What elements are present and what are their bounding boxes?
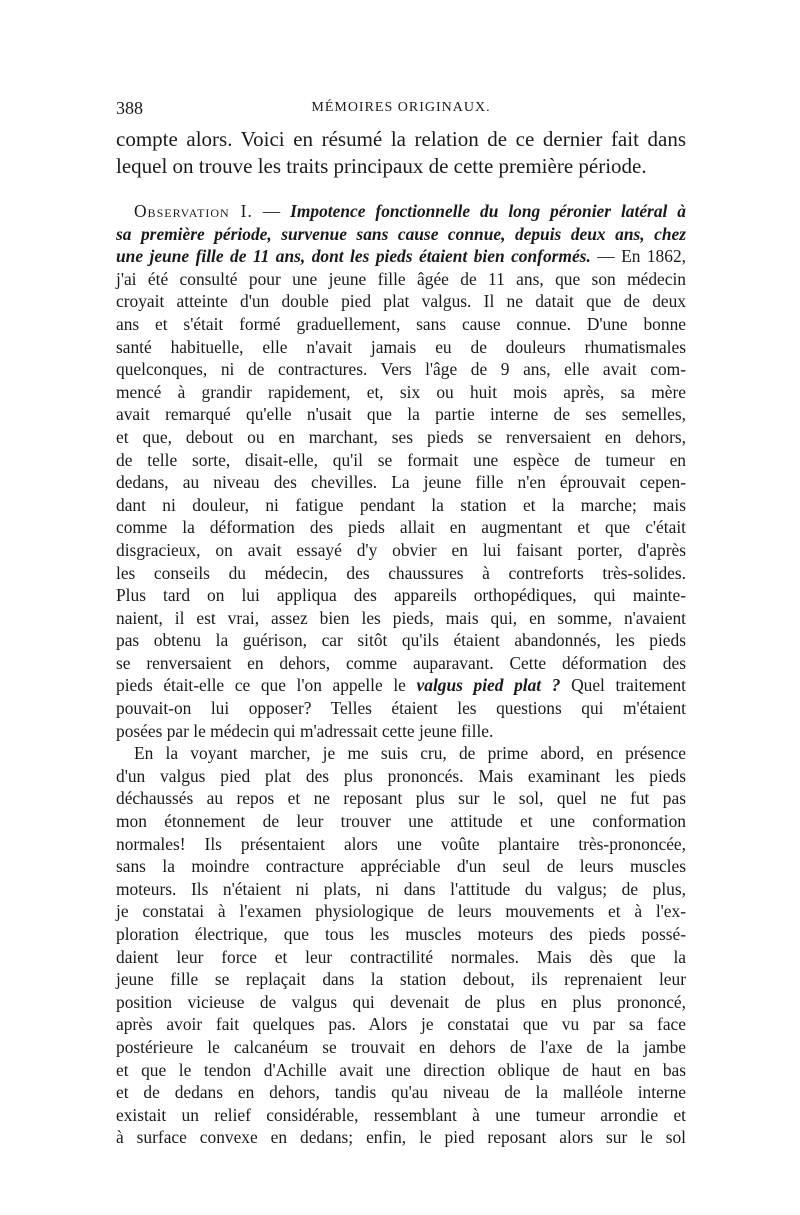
page-number: 388 <box>116 98 143 118</box>
text-line: moteurs. Ils n'étaient ni plats, ni dans l'attitude du valgus; de plus, <box>116 878 686 899</box>
text-line: et que, debout ou en marchant, ses pieds se renversaient en dehors, <box>116 426 686 447</box>
text-line: j'ai été consulté pour une jeune fille âgée de 11 ans, que son médecin <box>116 268 686 289</box>
text-line: Plus tard on lui appliqua des appareils orthopédiques, qui mainte- <box>116 585 686 606</box>
text-line: quelconques, ni de contractures. Vers l'âge de 9 ans, elle avait com- <box>116 359 686 380</box>
text-line: posées par le médecin qui m'adressait cette jeune fille. <box>116 720 494 741</box>
observation-date: — En 1862, <box>590 246 686 267</box>
observation-section <box>116 200 686 1149</box>
text-line: après avoir fait quelques pas. Alors je constatai que vu par sa face <box>116 1014 686 1035</box>
page <box>116 92 686 1149</box>
text-line: En la voyant marcher, je me suis cru, de prime abord, en présence <box>134 743 686 764</box>
text-line: lequel on trouve les traits principaux de cette première période. <box>116 154 647 178</box>
observation-label: Observation I. <box>134 201 253 221</box>
text-line: déchaussés au repos et ne reposant plus sur le sol, quel ne fut pas <box>116 788 686 809</box>
text-line: santé habituelle, elle n'avait jamais eu de douleurs rhumatismales <box>116 336 686 357</box>
text-line: dedans, au niveau des chevilles. La jeune fille n'en éprouvait cepen- <box>116 472 686 493</box>
text-line: croyait atteinte d'un double pied plat valgus. Il ne datait que de deux <box>116 291 686 312</box>
observation-title-part: Impotence fonctionnelle du long péronier latéral à <box>290 201 686 221</box>
text-line: mon étonnement de leur trouver une attitude et une conformation <box>116 811 686 832</box>
text-line: jeune fille se replaçait dans la station debout, ils reprenaient leur <box>116 969 686 990</box>
text-line: se renversaient en dehors, comme auparavant. Cette déformation des <box>116 652 686 673</box>
text-fragment: Quel traitement <box>560 675 687 696</box>
text-line: avait remarqué qu'elle n'usait que la partie interne de ses semelles, <box>116 404 686 425</box>
text-line: pas obtenu la guérison, car sitôt qu'ils étaient abandonnés, les pieds <box>116 630 686 651</box>
text-line: normales! Ils présentaient alors une voûte plantaire très-prononcée, <box>116 833 686 854</box>
text-line: d'un valgus pied plat des plus prononcés. Mais examinant les pieds <box>116 765 686 786</box>
text-line: dant ni douleur, ni fatigue pendant la station et la marche; mais <box>116 494 686 515</box>
observation-heading-line <box>116 245 686 268</box>
text-line: compte alors. Voici en résumé la relation de ce dernier fait dans <box>116 127 686 151</box>
text-line: les conseils du médecin, des chaussures à contreforts très-solides. <box>116 562 686 583</box>
text-line: daient leur force et leur contractilité normales. Mais dès que la <box>116 946 686 967</box>
text-line: à surface convexe en dedans; enfin, le pied reposant alors sur le sol <box>116 1127 686 1148</box>
text-line <box>116 674 686 697</box>
observation-heading-line <box>116 200 686 223</box>
text-line: de telle sorte, disait-elle, qu'il se formait une espèce de tumeur en <box>116 449 686 470</box>
running-title: MÉMOIRES ORIGINAUX. <box>311 100 491 115</box>
text-line: pouvait-on lui opposer? Telles étaient les questions qui m'étaient <box>116 698 686 719</box>
running-head <box>116 92 686 122</box>
text-fragment: pieds était-elle ce que l'on appelle le <box>116 675 417 696</box>
text-line: disgracieux, on avait essayé d'y obvier en lui faisant porter, d'après <box>116 539 686 560</box>
text-line: ans et s'était formé graduellement, sans cause connue. D'une bonne <box>116 313 686 334</box>
observation-heading-line <box>116 223 686 246</box>
observation-title-part: une jeune fille de 11 ans, dont les pieds étaient bien conformés. <box>116 246 591 267</box>
observation-title-part: sa première période, survenue sans cause connue, depuis deux ans, chez <box>116 223 686 244</box>
text-line: et que le tendon d'Achille avait une direction oblique de haut en bas <box>116 1059 686 1080</box>
text-line: sans la moindre contracture appréciable d'un seul de leurs muscles <box>116 856 686 877</box>
text-line: et de dedans en dehors, tandis qu'au niveau de la malléole interne <box>116 1082 686 1103</box>
intro-paragraph <box>116 126 686 180</box>
text-line: comme la déformation des pieds allait en augmentant et que c'était <box>116 517 686 538</box>
text-line: je constatai à l'examen physiologique de leurs mouvements et à l'ex- <box>116 901 686 922</box>
text-line: mencé à grandir rapidement, et, six ou huit mois après, sa mère <box>116 381 686 402</box>
valgus-term: valgus pied plat ? <box>416 675 561 696</box>
text-line: ploration électrique, que tous les muscles moteurs des pieds possé- <box>116 924 686 944</box>
text-line: existait un relief considérable, ressemblant à une tumeur arrondie et <box>116 1104 686 1125</box>
observation-dash: — <box>262 201 281 221</box>
text-line: naient, il est vrai, assez bien les pieds, mais qui, en somme, n'avaient <box>116 607 686 628</box>
text-line: postérieure le calcanéum se trouvait en dehors de l'axe de la jambe <box>116 1036 686 1057</box>
text-line: position vicieuse de valgus qui devenait de plus en plus prononcé, <box>116 991 686 1012</box>
